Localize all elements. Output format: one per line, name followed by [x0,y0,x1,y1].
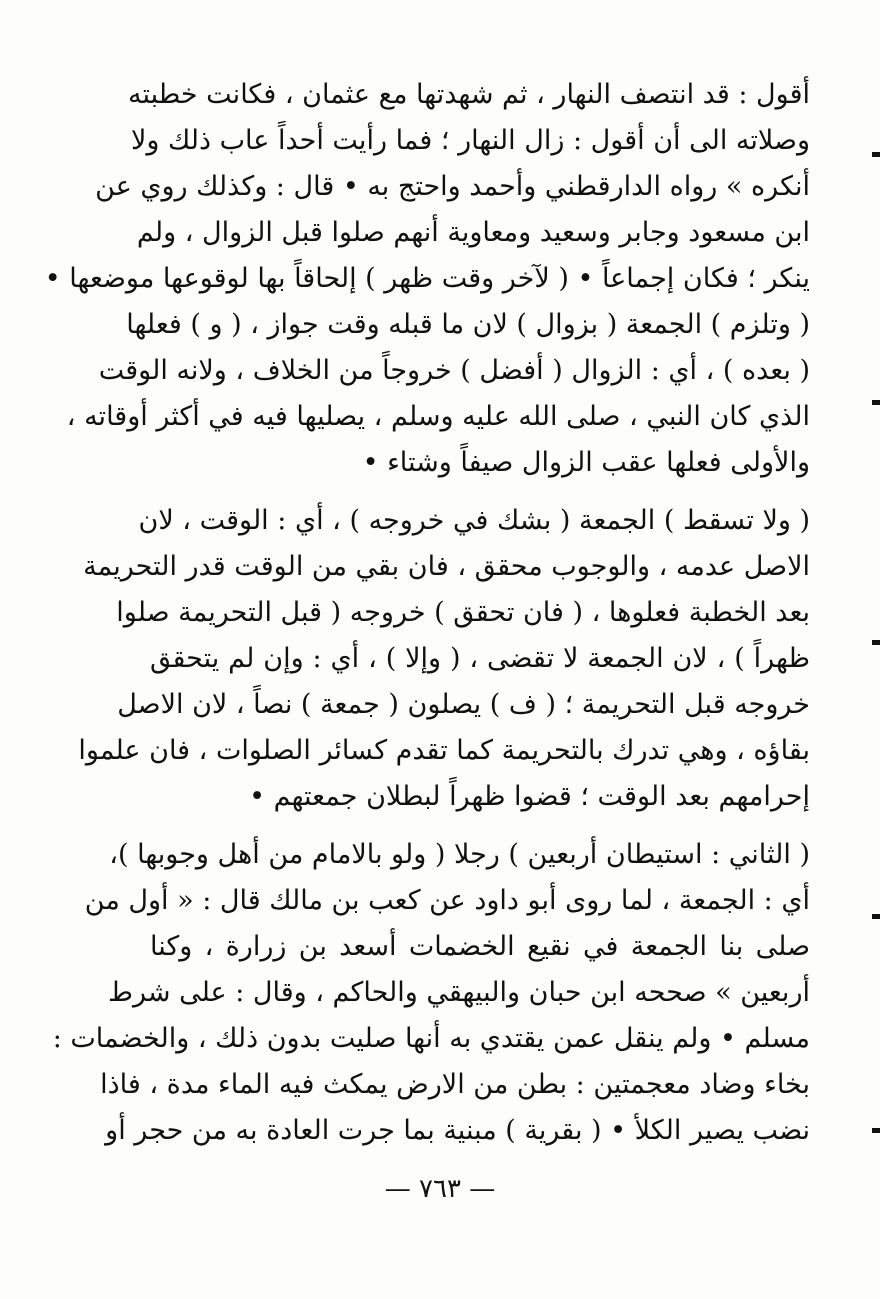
text-line: بقاؤه ، وهي تدرك بالتحريمة كما تقدم كسائر الصلوات ، فان علموا [78,735,810,766]
text-line: ( ولا تسقط ) الجمعة ( بشك في خروجه ) ، أي : الوقت ، لان [138,505,810,536]
text-line: ظهراً ) ، لان الجمعة لا تقضى ، ( وإلا ) ، أي : وإن لم يتحقق [150,643,810,674]
text-line: ينكر ؛ فكان إجماعاً • ( لآخر وقت ظهر ) إلحاقاً بها لوقوعها موضعها • [44,263,810,294]
text-line: والأولى فعلها عقب الزوال صيفاً وشتاء • [362,447,810,478]
paragraph-2 [78,498,810,820]
text-line: أقول : قد انتصف النهار ، ثم شهدتها مع عثمان ، فكانت خطبته [127,79,810,110]
text-line: بخاء وضاد معجمتين : بطن من الارض يمكث فيه الماء مدة ، فاذا [100,1069,810,1100]
scan-edge-mark [872,1128,880,1133]
text-line: خروجه قبل التحريمة ؛ ( ف ) يصلون ( جمعة ) نصاً ، لان الاصل [117,689,810,720]
text-line: ( وتلزم ) الجمعة ( بزوال ) لان ما قبله وقت جواز ، ( و ) فعلها [126,309,810,340]
paragraph-1 [44,72,810,486]
scan-edge-mark [872,400,880,405]
text-line: ( بعده ) ، أي : الزوال ( أفضل ) خروجاً من الخلاف ، ولانه الوقت [98,355,810,386]
text-line: أنكره » رواه الدارقطني وأحمد واحتج به • قال : وكذلك روي عن [95,171,810,202]
text-line: إحرامهم بعد الوقت ؛ قضوا ظهراً لبطلان جمعتهم • [249,781,810,812]
paragraph-3 [52,832,810,1154]
text-line: الاصل عدمه ، والوجوب محقق ، فان بقي من الوقت قدر التحريمة [83,551,810,582]
text-line: وصلاته الى أن أقول : زال النهار ؛ فما رأيت أحداً عاب ذلك ولا [131,125,810,156]
text-line: أي : الجمعة ، لما روى أبو داود عن كعب بن مالك قال : « أول من [84,885,810,916]
scan-edge-mark [872,914,880,919]
text-line: نضب يصير الكلأ • ( بقرية ) مبنية بما جرت العادة به من حجر أو [105,1115,810,1146]
text-line: ابن مسعود وجابر وسعيد ومعاوية أنهم صلوا قبل الزوال ، ولم [136,217,810,248]
scan-edge-mark [872,152,880,157]
text-line: أربعين » صححه ابن حبان والبيهقي والحاكم ، وقال : على شرط [108,977,810,1008]
scan-edge-mark [872,640,880,645]
text-line: مسلم • ولم ينقل عمن يقتدي به أنها صليت بدون ذلك ، والخضمات : [52,1023,810,1054]
page-number: — ٧٦٣ — [384,1174,496,1204]
text-line: ( الثاني : استيطان أربعين ) رجلا ( ولو بالامام من أهل وجوبها )، [109,839,810,870]
text-line: الذي كان النبي ، صلى الله عليه وسلم ، يصليها فيه في أكثر أوقاته ، [66,401,810,432]
text-line: بعد الخطبة فعلوها ، ( فان تحقق ) خروجه ( قبل التحريمة صلوا [116,597,810,628]
text-line: صلى بنا الجمعة في نقيع الخضمات أسعد بن زرارة ، وكنا [150,931,810,962]
